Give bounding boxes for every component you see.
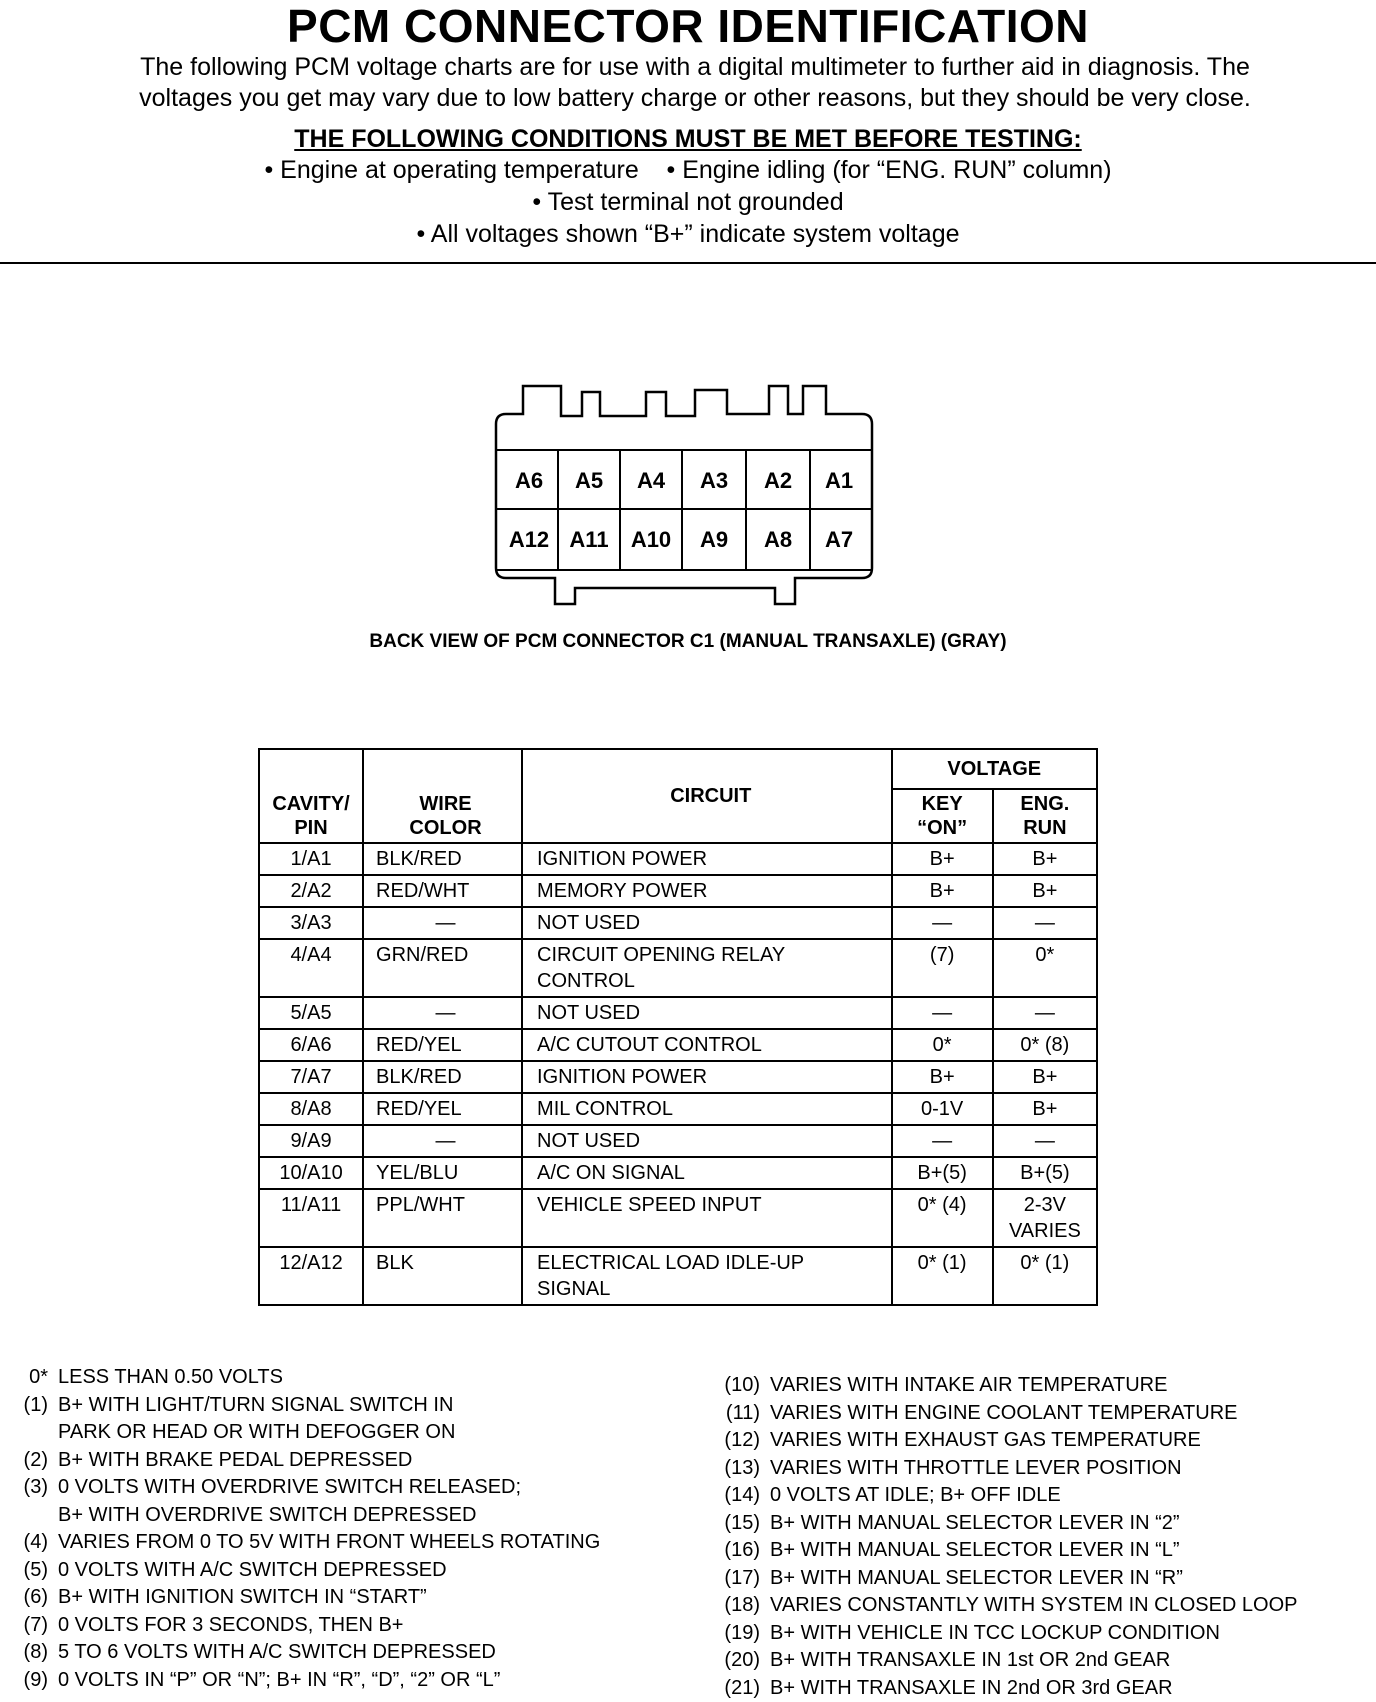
cell-pin: 1/A1: [259, 843, 363, 875]
cell-circuit: IGNITION POWER: [522, 843, 891, 875]
cell-key-on: —: [892, 1125, 993, 1157]
cell-eng-run: B+: [993, 875, 1097, 907]
cell-pin: 4/A4: [259, 939, 363, 997]
intro-line-2: voltages you get may vary due to low battery charge or other reasons, but they should be very close.: [50, 83, 1340, 114]
pin-a3: A3: [700, 468, 728, 493]
table-row: [259, 1125, 1097, 1157]
notes-right: [700, 1372, 1370, 1702]
cell-key-on: —: [892, 907, 993, 939]
note-item: (3) 0 VOLTS WITH OVERDRIVE SWITCH RELEASED;: [4, 1474, 694, 1502]
table-row: [259, 1029, 1097, 1061]
cell-key-on: B+: [892, 1061, 993, 1093]
cell-circuit: NOT USED: [522, 1125, 891, 1157]
header-eng-run: ENG. RUN: [993, 789, 1097, 843]
cell-circuit: ELECTRICAL LOAD IDLE-UP SIGNAL: [522, 1247, 891, 1305]
voltage-table: [258, 748, 1098, 1306]
cell-pin: 10/A10: [259, 1157, 363, 1189]
table-row: [259, 997, 1097, 1029]
cell-pin: 8/A8: [259, 1093, 363, 1125]
cell-circuit: NOT USED: [522, 997, 891, 1029]
note-item: (14) 0 VOLTS AT IDLE; B+ OFF IDLE: [700, 1482, 1370, 1510]
intro-line-1: The following PCM voltage charts are for use with a digital multimeter to further aid in diagnosis. The: [50, 52, 1340, 83]
cell-wire: PPL/WHT: [363, 1189, 522, 1247]
cell-circuit: CIRCUIT OPENING RELAY CONTROL: [522, 939, 891, 997]
condition-2: • Engine idling (for “ENG. RUN” column): [667, 156, 1112, 184]
note-item: (21) B+ WITH TRANSAXLE IN 2nd OR 3rd GEAR: [700, 1675, 1370, 1702]
cell-pin: 9/A9: [259, 1125, 363, 1157]
pin-a9: A9: [700, 527, 728, 552]
pin-a10: A10: [631, 527, 671, 552]
note-item: (10) VARIES WITH INTAKE AIR TEMPERATURE: [700, 1372, 1370, 1400]
cell-pin: 3/A3: [259, 907, 363, 939]
note-item: (19) B+ WITH VEHICLE IN TCC LOCKUP CONDITION: [700, 1620, 1370, 1648]
note-item: PARK OR HEAD OR WITH DEFOGGER ON: [4, 1419, 694, 1447]
cell-eng-run: 2-3V VARIES: [993, 1189, 1097, 1247]
note-item: B+ WITH OVERDRIVE SWITCH DEPRESSED: [4, 1502, 694, 1530]
cell-key-on: B+: [892, 843, 993, 875]
cell-wire: BLK/RED: [363, 843, 522, 875]
cell-key-on: B+: [892, 875, 993, 907]
condition-1: • Engine at operating temperature: [264, 156, 638, 184]
note-item: (12) VARIES WITH EXHAUST GAS TEMPERATURE: [700, 1427, 1370, 1455]
cell-circuit: MEMORY POWER: [522, 875, 891, 907]
cell-circuit: A/C CUTOUT CONTROL: [522, 1029, 891, 1061]
pin-a5: A5: [575, 468, 603, 493]
note-item: (8) 5 TO 6 VOLTS WITH A/C SWITCH DEPRESSED: [4, 1639, 694, 1667]
table-row: [259, 939, 1097, 997]
table-row: [259, 1061, 1097, 1093]
notes-left: [4, 1364, 694, 1694]
cell-eng-run: B+: [993, 1093, 1097, 1125]
cell-wire: RED/WHT: [363, 875, 522, 907]
cell-wire: —: [363, 907, 522, 939]
pin-a6: A6: [515, 468, 543, 493]
cell-pin: 6/A6: [259, 1029, 363, 1061]
cell-pin: 12/A12: [259, 1247, 363, 1305]
note-item: (2) B+ WITH BRAKE PEDAL DEPRESSED: [4, 1447, 694, 1475]
note-item: (13) VARIES WITH THROTTLE LEVER POSITION: [700, 1455, 1370, 1483]
cell-key-on: (7): [892, 939, 993, 997]
pin-a1: A1: [825, 468, 853, 493]
cell-eng-run: 0* (8): [993, 1029, 1097, 1061]
cell-pin: 2/A2: [259, 875, 363, 907]
cell-key-on: —: [892, 997, 993, 1029]
cell-pin: 11/A11: [259, 1189, 363, 1247]
cell-eng-run: B+(5): [993, 1157, 1097, 1189]
table-header-row: [259, 749, 1097, 789]
cell-eng-run: B+: [993, 843, 1097, 875]
header-wire-color: WIRE COLOR: [363, 749, 522, 843]
note-item: (17) B+ WITH MANUAL SELECTOR LEVER IN “R”: [700, 1565, 1370, 1593]
note-item: (18) VARIES CONSTANTLY WITH SYSTEM IN CLOSED LOOP: [700, 1592, 1370, 1620]
pin-a11: A11: [569, 527, 608, 552]
note-item: (1) B+ WITH LIGHT/TURN SIGNAL SWITCH IN: [4, 1392, 694, 1420]
cell-wire: RED/YEL: [363, 1029, 522, 1061]
cell-wire: GRN/RED: [363, 939, 522, 997]
cell-key-on: 0* (4): [892, 1189, 993, 1247]
cell-pin: 7/A7: [259, 1061, 363, 1093]
note-item: (20) B+ WITH TRANSAXLE IN 1st OR 2nd GEAR: [700, 1647, 1370, 1675]
pin-a8: A8: [764, 527, 792, 552]
cell-wire: —: [363, 1125, 522, 1157]
cell-key-on: 0-1V: [892, 1093, 993, 1125]
table-row: [259, 1093, 1097, 1125]
cell-wire: RED/YEL: [363, 1093, 522, 1125]
table-row: [259, 907, 1097, 939]
header-key-on: KEY “ON”: [892, 789, 993, 843]
connector-diagram: [0, 0, 1376, 700]
cell-circuit: A/C ON SIGNAL: [522, 1157, 891, 1189]
cell-eng-run: —: [993, 907, 1097, 939]
cell-eng-run: —: [993, 1125, 1097, 1157]
condition-4: • All voltages shown “B+” indicate system voltage: [0, 219, 1376, 249]
table-row: [259, 875, 1097, 907]
table-row: [259, 1157, 1097, 1189]
cell-wire: YEL/BLU: [363, 1157, 522, 1189]
note-item: (16) B+ WITH MANUAL SELECTOR LEVER IN “L”: [700, 1537, 1370, 1565]
cell-eng-run: —: [993, 997, 1097, 1029]
cell-key-on: B+(5): [892, 1157, 993, 1189]
note-item: 0* LESS THAN 0.50 VOLTS: [4, 1364, 694, 1392]
note-item: (5) 0 VOLTS WITH A/C SWITCH DEPRESSED: [4, 1557, 694, 1585]
cell-wire: BLK: [363, 1247, 522, 1305]
table-row: [259, 843, 1097, 875]
header-voltage: VOLTAGE: [892, 749, 1098, 789]
pin-a4: A4: [637, 468, 666, 493]
cell-circuit: NOT USED: [522, 907, 891, 939]
note-item: (11) VARIES WITH ENGINE COOLANT TEMPERATURE: [700, 1400, 1370, 1428]
connector-caption: BACK VIEW OF PCM CONNECTOR C1 (MANUAL TRANSAXLE) (GRAY): [0, 630, 1376, 654]
header-circuit: CIRCUIT: [522, 749, 891, 843]
cell-circuit: MIL CONTROL: [522, 1093, 891, 1125]
conditions-heading: THE FOLLOWING CONDITIONS MUST BE MET BEFORE TESTING:: [0, 124, 1376, 154]
table-row: [259, 1189, 1097, 1247]
cell-eng-run: 0*: [993, 939, 1097, 997]
cell-circuit: IGNITION POWER: [522, 1061, 891, 1093]
connector-housing: [496, 386, 872, 604]
note-item: (6) B+ WITH IGNITION SWITCH IN “START”: [4, 1584, 694, 1612]
page-title: PCM CONNECTOR IDENTIFICATION: [0, 0, 1376, 52]
cell-circuit: VEHICLE SPEED INPUT: [522, 1189, 891, 1247]
pin-a2: A2: [764, 468, 792, 493]
cell-wire: BLK/RED: [363, 1061, 522, 1093]
header-cavity-pin: CAVITY/ PIN: [259, 749, 363, 843]
cell-eng-run: B+: [993, 1061, 1097, 1093]
note-item: (7) 0 VOLTS FOR 3 SECONDS, THEN B+: [4, 1612, 694, 1640]
table-row: [259, 1247, 1097, 1305]
condition-3: • Test terminal not grounded: [0, 187, 1376, 217]
pin-a7: A7: [825, 527, 853, 552]
cell-pin: 5/A5: [259, 997, 363, 1029]
cell-eng-run: 0* (1): [993, 1247, 1097, 1305]
cell-key-on: 0* (1): [892, 1247, 993, 1305]
note-item: (15) B+ WITH MANUAL SELECTOR LEVER IN “2”: [700, 1510, 1370, 1538]
pin-a12: A12: [509, 527, 549, 552]
cell-key-on: 0*: [892, 1029, 993, 1061]
note-item: (4) VARIES FROM 0 TO 5V WITH FRONT WHEELS ROTATING: [4, 1529, 694, 1557]
note-item: (9) 0 VOLTS IN “P” OR “N”; B+ IN “R”, “D”, “2” OR “L”: [4, 1667, 694, 1695]
cell-wire: —: [363, 997, 522, 1029]
